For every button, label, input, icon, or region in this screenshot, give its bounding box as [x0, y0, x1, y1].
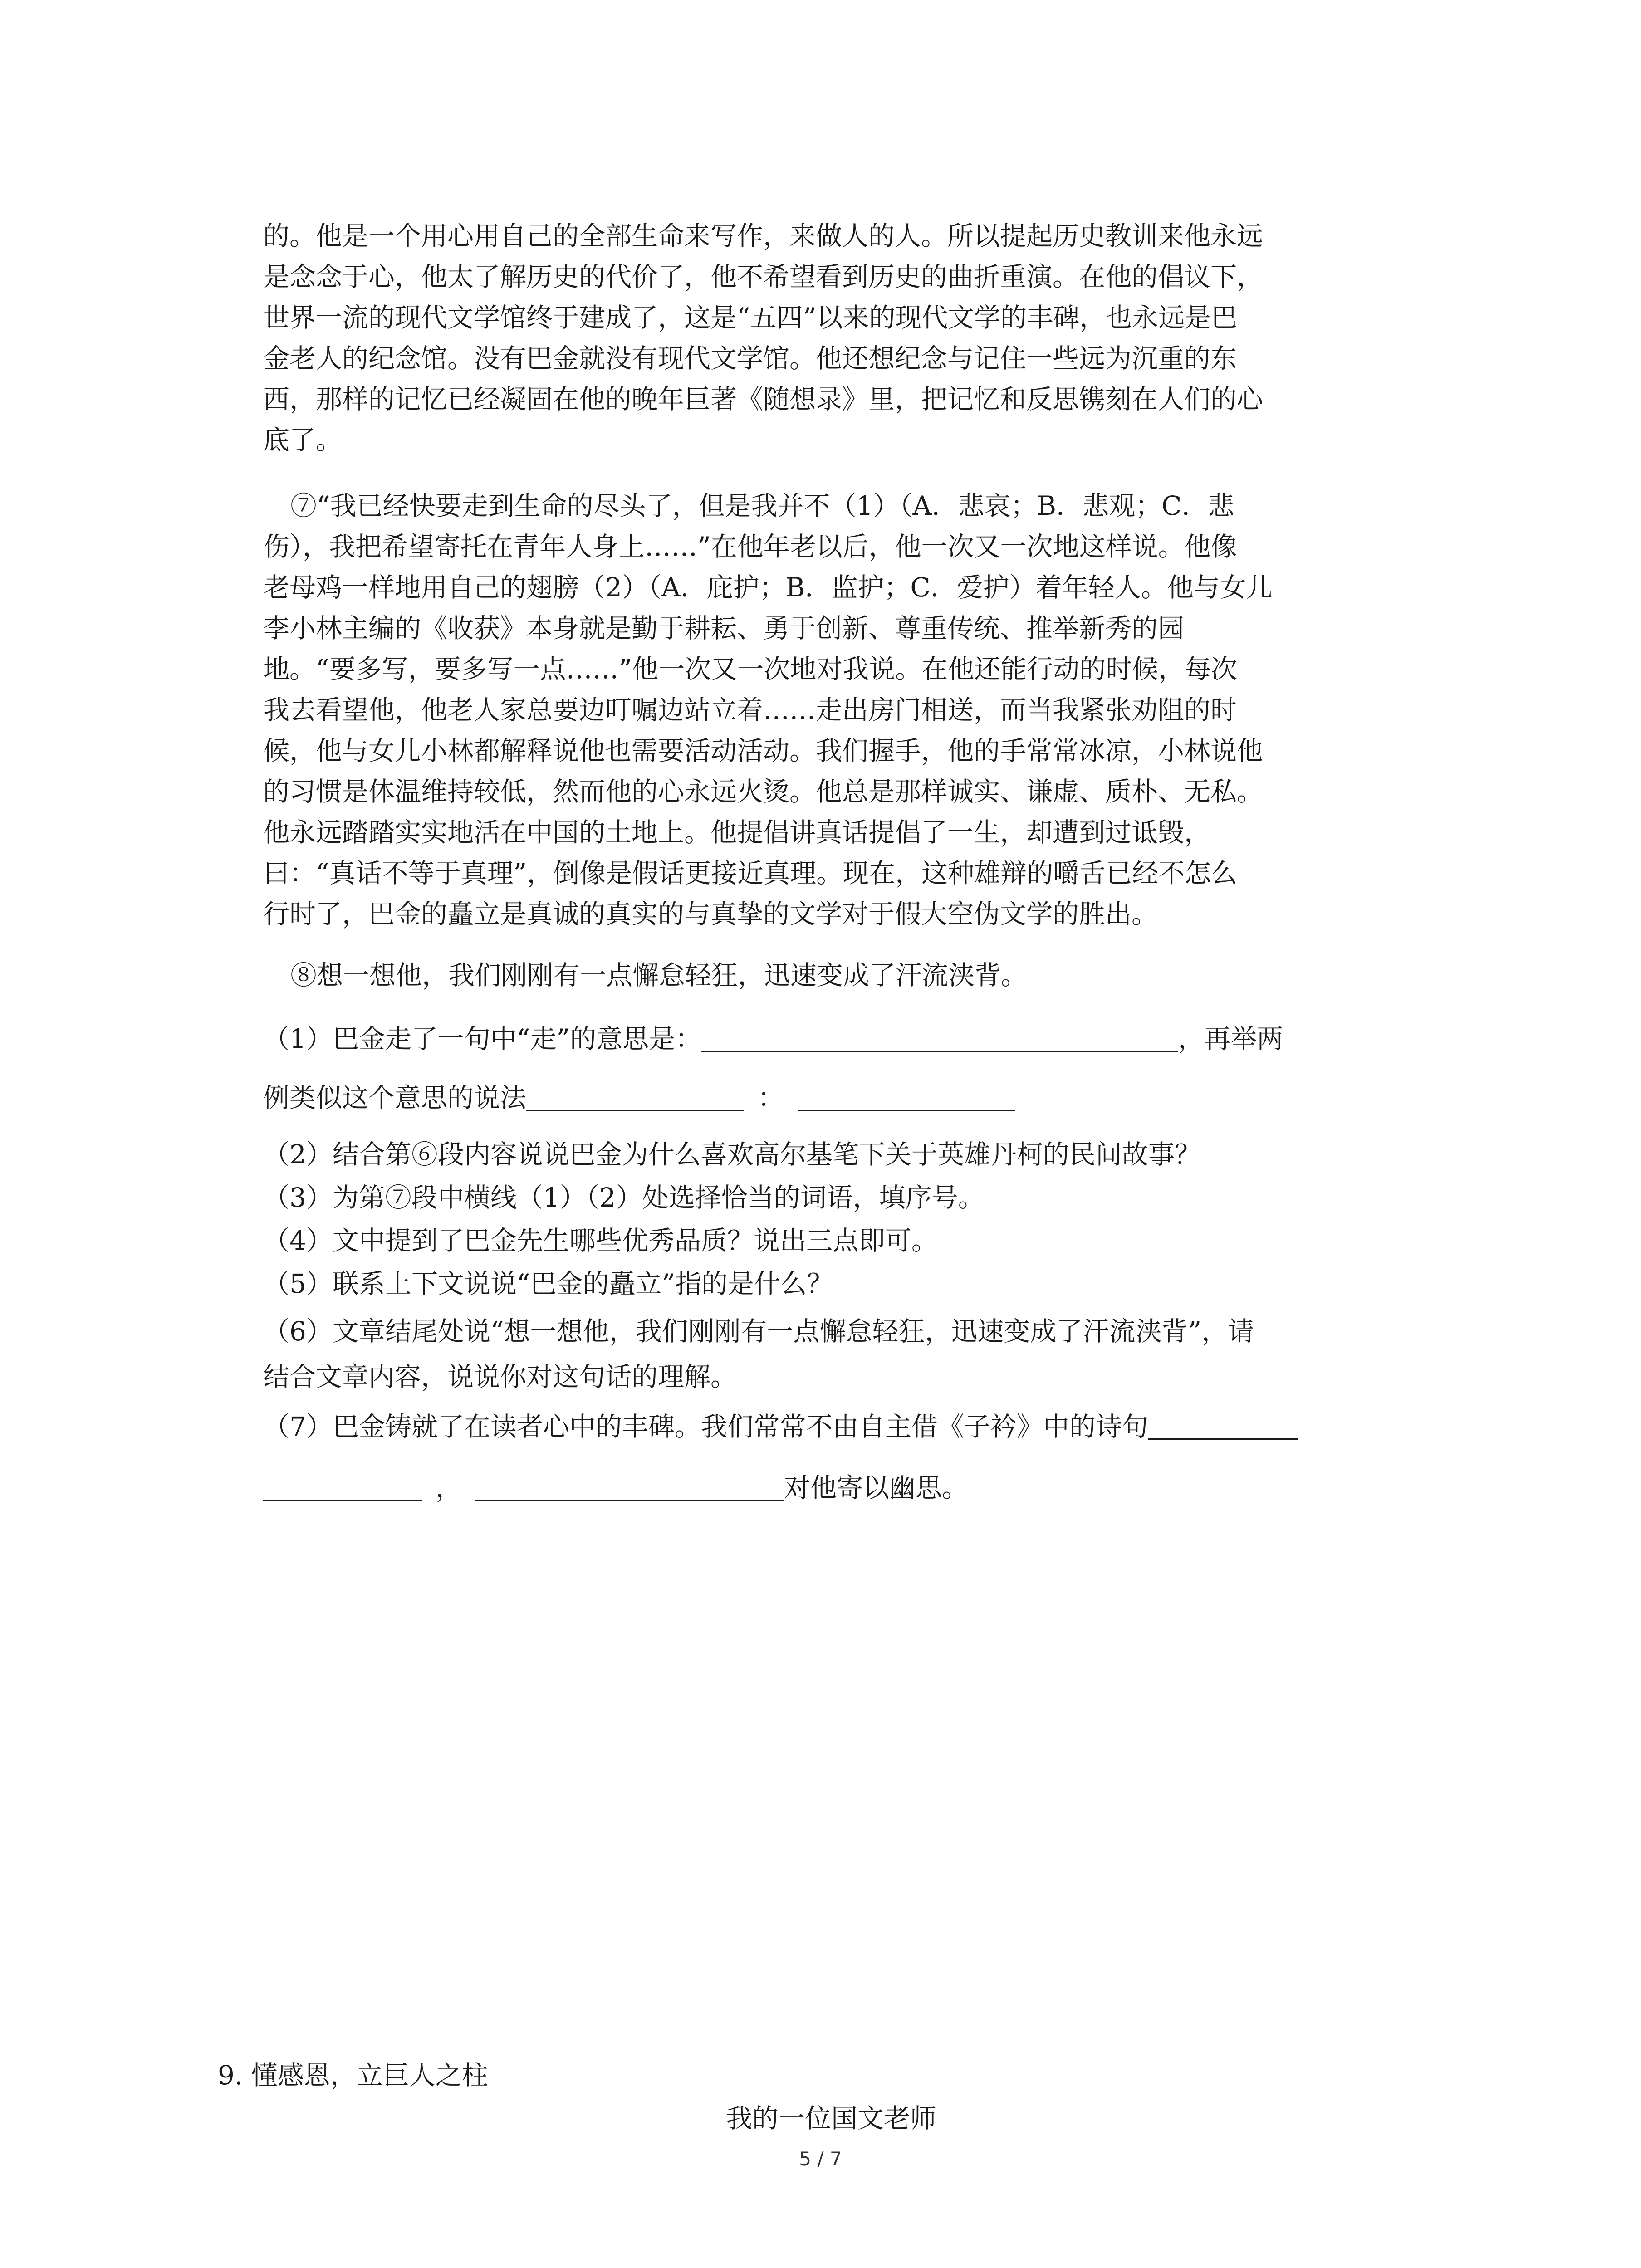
paragraph-7-line: 候，他与女儿小林都解释说他也需要活动活动。我们握手，他的手常常冰凉，小林说他 — [263, 735, 1264, 766]
question-7-line — [263, 1467, 1425, 1508]
question-1-text: （1）巴金走了一句中“走”的意思是： — [263, 1023, 702, 1054]
paragraph-7-line: 李小林主编的《收获》本身就是勤于耕耘、勇于创新、尊重传统、推举新秀的园 — [263, 613, 1185, 644]
paragraph-7-line: 他永远踏踏实实地活在中国的土地上。他提倡讲真话提倡了一生，却遭到过诋毁， — [263, 817, 1211, 848]
answer-blank-poem-2[interactable] — [475, 1471, 784, 1501]
section-9-heading: 9. 懂感恩，立巨人之柱 — [218, 2060, 488, 2091]
paragraph-7-line: 曰：“真话不等于真理”，倒像是假话更接近真理。现在，这种雄辩的嚼舌已经不怎么 — [263, 858, 1238, 889]
paragraph-7-line: 行时了，巴金的矗立是真诚的真实的与真挚的文学对于假大空伪文学的胜出。 — [263, 899, 1158, 929]
question-5: （5）联系上下文说说“巴金的矗立”指的是什么？ — [263, 1268, 833, 1299]
question-7-text: 对他寄以幽思。 — [784, 1472, 969, 1503]
passage-line: 西，那样的记忆已经凝固在他的晚年巨著《随想录》里，把记忆和反思镌刻在人们的心 — [263, 384, 1264, 415]
answer-blank-example-1[interactable] — [526, 1081, 744, 1111]
question-1-line — [263, 1077, 1425, 1118]
passage-line: 底了。 — [263, 425, 343, 455]
question-6-line: （6）文章结尾处说“想一想他，我们刚刚有一点懈怠轻狂，迅速变成了汗流浃背”，请 — [263, 1316, 1254, 1347]
question-2: （2）结合第⑥段内容说说巴金为什么喜欢高尔基笔下关于英雄丹柯的民间故事？ — [263, 1139, 1201, 1170]
question-1-text: 例类似这个意思的说法 — [263, 1082, 527, 1113]
paragraph-7-line: 地。“要多写，要多写一点……”他一次又一次地对我说。在他还能行动的时候，每次 — [263, 654, 1238, 684]
passage-line: 的。他是一个用心用自己的全部生命来写作，来做人的人。所以提起历史教训来他永远 — [263, 220, 1264, 251]
page-number: 5 / 7 — [799, 2148, 842, 2170]
answer-blank-example-2[interactable] — [798, 1081, 1015, 1111]
question-7-text: （7）巴金铸就了在读者心中的丰碑。我们常常不由自主借《子衿》中的诗句 — [263, 1411, 1148, 1442]
answer-blank-poem-1[interactable] — [1148, 1410, 1298, 1440]
question-1-separator: ： — [758, 1082, 784, 1113]
passage-line: 世界一流的现代文学馆终于建成了，这是“五四”以来的现代文学的丰碑，也永远是巴 — [263, 302, 1238, 333]
paragraph-8: ⑧想一想他，我们刚刚有一点懈怠轻狂，迅速变成了汗流浃背。 — [290, 960, 1028, 991]
question-7-separator: ， — [436, 1472, 462, 1503]
question-6-line: 结合文章内容，说说你对这句话的理解。 — [263, 1361, 737, 1392]
question-1-line — [263, 1018, 1425, 1059]
paragraph-7-line: 伤），我把希望寄托在青年人身上……”在他年老以后，他一次又一次地这样说。他像 — [263, 531, 1237, 562]
answer-blank-poem-1-cont[interactable] — [263, 1471, 422, 1501]
question-3: （3）为第⑦段中横线（1）（2）处选择恰当的词语，填序号。 — [263, 1182, 985, 1213]
question-7-line — [263, 1406, 1425, 1447]
passage-line: 是念念于心，他太了解历史的代价了，他不希望看到历史的曲折重演。在他的倡议下， — [263, 261, 1264, 292]
paragraph-7-line: 我去看望他，他老人家总要边叮嘱边站立着……走出房门相送，而当我紧张劝阻的时 — [263, 694, 1237, 725]
paragraph-7-line: 老母鸡一样地用自己的翅膀（2）（A．庇护；B．监护；C．爱护）着年轻人。他与女儿 — [263, 572, 1273, 603]
passage-line: 金老人的纪念馆。没有巴金就没有现代文学馆。他还想纪念与记住一些远为沉重的东 — [263, 343, 1237, 374]
question-4: （4）文中提到了巴金先生哪些优秀品质？说出三点即可。 — [263, 1225, 938, 1256]
paragraph-7-line: ⑦“我已经快要走到生命的尽头了，但是我并不（1）（A．悲哀；B．悲观；C．悲 — [290, 490, 1234, 521]
question-1-text: ，再举两 — [1178, 1023, 1283, 1054]
answer-blank-meaning[interactable] — [701, 1022, 1178, 1052]
paragraph-7-line: 的习惯是体温维持较低，然而他的心永远火烫。他总是那样诚实、谦虚、质朴、无私。 — [263, 776, 1264, 807]
section-9-subtitle: 我的一位国文老师 — [726, 2103, 937, 2134]
